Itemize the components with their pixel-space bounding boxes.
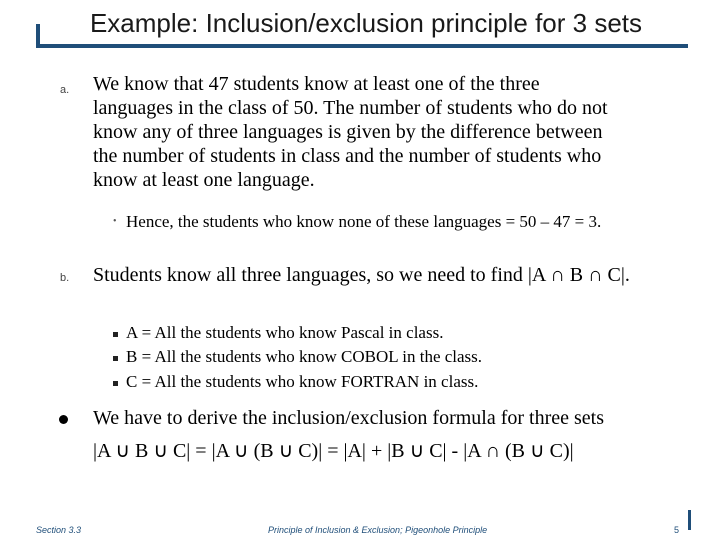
title-rule	[36, 44, 688, 48]
footer-section: Section 3.3	[36, 525, 82, 535]
item-a-sub-bullet: •	[113, 216, 117, 227]
item-b-sub-text-3: C = All the students who know FORTRAN in class.	[126, 372, 479, 391]
item-a-sub-text: Hence, the students who know none of these languages = 50 – 47 = 3.	[126, 212, 602, 231]
item-b-sub-bullet-2	[113, 356, 118, 361]
item-a-marker: a.	[60, 84, 70, 96]
item-c-text: We have to derive the inclusion/exclusion formula for three sets	[93, 407, 605, 429]
footer-page-number: 5	[674, 525, 680, 535]
item-b-sub-text-2: B = All the students who know COBOL in the class.	[126, 347, 483, 366]
footer-rule-vertical	[688, 510, 691, 530]
item-b-text: Students know all three languages, so we need to find |A ∩ B ∩ C|.	[93, 264, 630, 286]
item-b-sub-bullet-3	[113, 381, 118, 386]
footer-title: Principle of Inclusion & Exclusion; Pigeonhole Principle	[268, 525, 488, 535]
item-c-formula: |A ∪ B ∪ C| = |A ∪ (B ∪ C)| = |A| + |B ∪ C| - |A ∩ (B ∪ C)|	[93, 440, 574, 462]
item-a-text: We know that 47 students know at least one of the three languages in the class of 50. The number of students who do not know any of three languages is given by the difference between the number of students in class and the number of students who know at least one language.	[93, 73, 608, 191]
item-c-bullet	[59, 415, 68, 424]
slide-title: Example: Inclusion/exclusion principle for 3 sets	[89, 8, 643, 38]
item-b-sub-bullet-1	[113, 332, 118, 337]
item-b-marker: b.	[60, 272, 70, 284]
item-b-sub-text-1: A = All the students who know Pascal in class.	[126, 323, 444, 342]
